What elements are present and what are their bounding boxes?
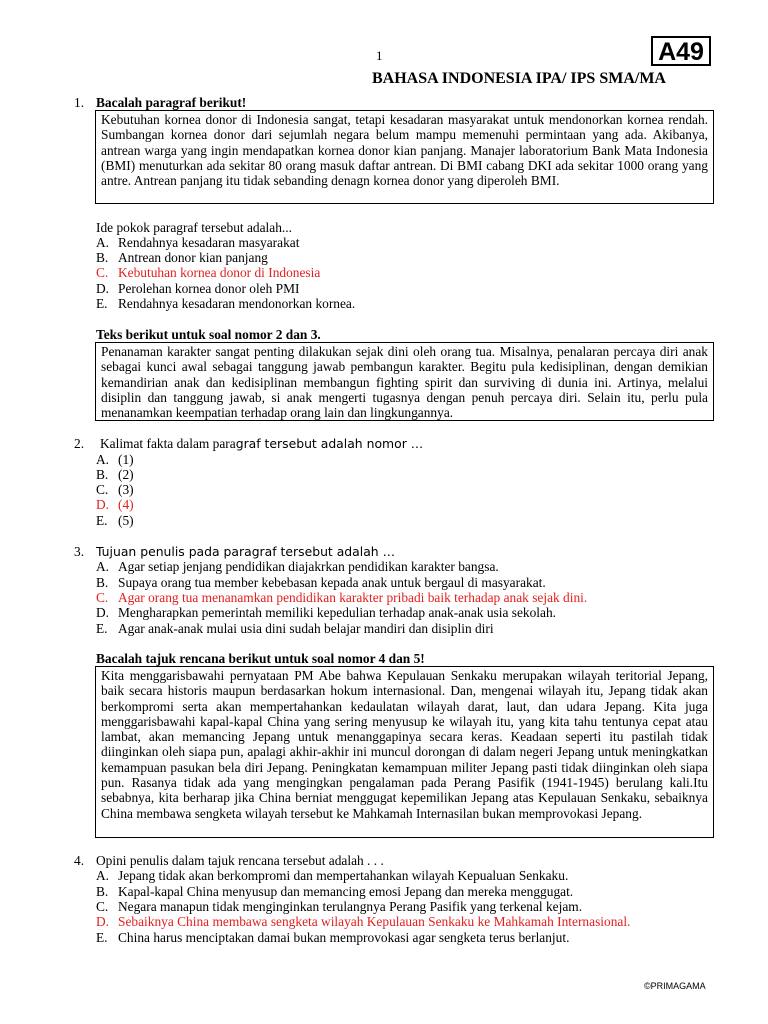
option-letter: B. — [96, 467, 109, 482]
question-number: 1. — [74, 95, 85, 110]
q23-heading: Teks berikut untuk soal nomor 2 dan 3. — [96, 327, 321, 342]
q2-question-part2: graf tersebut adalah nomor … — [235, 436, 424, 451]
q45-passage-box — [95, 666, 714, 838]
q23-passage-box — [95, 342, 714, 421]
q3-option-d[interactable] — [96, 605, 556, 620]
option-letter: A. — [96, 452, 110, 467]
q45-heading: Bacalah tajuk rencana berikut untuk soal nomor 4 dan 5! — [96, 651, 425, 666]
q4-option-a[interactable] — [96, 868, 568, 883]
q1-passage-box — [95, 110, 714, 204]
option-text: Rendahnya kesadaran masyarakat — [118, 235, 300, 250]
option-letter: D. — [96, 281, 110, 296]
option-text: Jepang tidak akan berkompromi dan mempertahankan wilayah Kepualuan Senkaku. — [118, 868, 569, 883]
option-letter: C. — [96, 590, 109, 605]
q1-passage-text: Kebutuhan kornea donor di Indonesia sangat, tetapi kesadaran masyarakat untuk mendonorkan kornea rendah. Sumbangan kornea donor dari sejumlah negara belum mampu memenuhi permintaan yang ada. Akibanya, antrean warga yang ingin mendapatkan kornea donor kian panjang. Manajer laboratorium Bank Mata Indonesia (BMI) menuturkan ada sekitar 80 orang masuk daftar antrean. Di BMI cabang DKI ada sekitar 1000 orang yang antre. Antrean panjang itu tidak sebanding denagn kornea donor yang diperoleh BMI. — [101, 112, 708, 189]
option-text: Rendahnya kesadaran mendonorkan kornea. — [118, 296, 356, 311]
q45-passage-text: Kita menggarisbawahi pernyataan PM Abe bahwa Kepulauan Senkaku merupakan wilayah teritorial Jepang, baik secara historis maupun berdasarkan hokum internasional. Dan, mengenai wilayah itu, Jepang tidak akan berkompromi serta akan mempertahankan kedaulatan wilayah darat, laut, dan udara Jepang. Kita juga menggarisbawahi kapal-kapal China yang sering menyusup ke wilayah itu, yang kita tahu tentunya cepat atau lambat, akan memancing Jepang untuk menanggapinya secara keras. Keadaan seperti itu pastilah tidak diinginkan oleh siapa pun, apalagi akhir-akhir ini muncul dorongan di dalam negeri Jepang untuk meningkatkan kemampuan pasukan bela diri Jepang. Peningkatan kemampuan militer Jepang pasti tidak diinginkan oleh siapa pun. Rasanya tidak ada yang mengingkan pengalaman pada Perang Pasifik (1941-1945) berulang kali.Itu sebabnya, kita berharap jika China berniat menggugat kepemilikan Jepang atas Kepulauan Senkaku, sebaiknya China membawa sengketa wilayah tersebut ke Mahkamah Internasilan bukan memprovokasi Jepang. — [101, 668, 708, 821]
option-text: Agar setiap jenjang pendidikan diajakrkan pendidikan karakter bangsa. — [118, 559, 499, 574]
page-number: 1 — [376, 48, 383, 63]
q4-option-b[interactable] — [96, 884, 573, 899]
option-letter: D. — [96, 497, 110, 512]
page-title: BAHASA INDONESIA IPA/ IPS SMA/MA — [372, 70, 666, 87]
q3-option-b[interactable] — [96, 575, 546, 590]
q1-option-d[interactable] — [96, 281, 299, 296]
option-text: (4) — [118, 497, 134, 512]
q3-option-e[interactable] — [96, 621, 494, 636]
option-text: Perolehan kornea donor oleh PMI — [118, 281, 300, 296]
publisher-footer: ©PRIMAGAMA — [644, 981, 706, 991]
option-letter: A. — [96, 235, 110, 250]
q1-instruction: Bacalah paragraf berikut! — [96, 95, 247, 110]
q2-question — [100, 436, 423, 451]
option-text: (5) — [118, 513, 134, 528]
q2-question-part1: Kalimat fakta dalam para — [100, 436, 236, 451]
question-number: 3. — [74, 544, 85, 559]
option-text: (3) — [118, 482, 134, 497]
option-letter: D. — [96, 605, 110, 620]
q4-question: Opini penulis dalam tajuk rencana tersebut adalah . . . — [96, 853, 384, 868]
option-text: China harus menciptakan damai bukan memprovokasi agar sengketa terus berlanjut. — [118, 930, 570, 945]
option-text: Agar orang tua menanamkan pendidikan karakter pribadi baik terhadap anak sejak dini. — [118, 590, 588, 605]
q2-option-d-answer[interactable] — [96, 497, 134, 512]
option-letter: B. — [96, 575, 109, 590]
q1-option-c-answer[interactable] — [96, 265, 320, 280]
option-text: Antrean donor kian panjang — [118, 250, 268, 265]
q3-option-c-answer[interactable] — [96, 590, 587, 605]
option-letter: D. — [96, 914, 110, 929]
q2-option-b[interactable] — [96, 467, 134, 482]
option-text: Kebutuhan kornea donor di Indonesia — [118, 265, 321, 280]
option-text: (1) — [118, 452, 134, 467]
q1-option-b[interactable] — [96, 250, 268, 265]
q1-question: Ide pokok paragraf tersebut adalah... — [96, 220, 292, 235]
option-text: (2) — [118, 467, 134, 482]
question-number: 2. — [74, 436, 85, 451]
q3-option-a[interactable] — [96, 559, 499, 574]
option-text: Supaya orang tua member kebebasan kepada anak untuk bergaul di masyarakat. — [118, 575, 546, 590]
option-letter: B. — [96, 884, 109, 899]
option-letter: E. — [96, 513, 108, 528]
q4-option-e[interactable] — [96, 930, 569, 945]
option-letter: E. — [96, 930, 108, 945]
option-letter: E. — [96, 621, 108, 636]
option-letter: C. — [96, 899, 109, 914]
option-letter: C. — [96, 265, 109, 280]
option-text: Negara manapun tidak menginginkan terulangnya Perang Pasifik yang terkenal kejam. — [118, 899, 583, 914]
question-number: 4. — [74, 853, 85, 868]
q1-option-a[interactable] — [96, 235, 299, 250]
option-letter: A. — [96, 559, 110, 574]
option-letter: B. — [96, 250, 109, 265]
q2-option-c[interactable] — [96, 482, 134, 497]
q4-option-d-answer[interactable] — [96, 914, 630, 929]
q2-option-e[interactable] — [96, 513, 134, 528]
q3-question: Tujuan penulis pada paragraf tersebut adalah … — [96, 544, 395, 559]
option-letter: C. — [96, 482, 109, 497]
q4-option-c[interactable] — [96, 899, 582, 914]
option-text: Sebaiknya China membawa sengketa wilayah Kepulauan Senkaku ke Mahkamah Internasional. — [118, 914, 631, 929]
exam-code-box: A49 — [651, 36, 711, 66]
option-text: Mengharapkan pemerintah memiliki kepedulian terhadap anak-anak usia sekolah. — [118, 605, 557, 620]
option-text: Agar anak-anak mulai usia dini sudah belajar mandiri dan disiplin diri — [118, 621, 494, 636]
option-letter: E. — [96, 296, 108, 311]
q23-passage-text: Penanaman karakter sangat penting dilakukan sejak dini oleh orang tua. Misalnya, penalaran percaya diri anak sebagai kunci awal sebagai tanggung jawab pembangun karakter. Begitu pula kedisiplinan, dengan demikian kemandirian anak dan kedisiplinan membangun fighting spirit dan surviving di dunia ini. Artinya, melalui disiplin dan tanggung jawab, si anak mengerti tugasnya dengan penuh percaya diri. Selain itu, perlu pula menanamkan keempatian terhadap orang lain dan lingkungannya. — [101, 344, 708, 421]
q1-option-e[interactable] — [96, 296, 355, 311]
option-text: Kapal-kapal China menyusup dan memancing emosi Jepang dan mereka menggugat. — [118, 884, 574, 899]
option-letter: A. — [96, 868, 110, 883]
q2-option-a[interactable] — [96, 452, 134, 467]
